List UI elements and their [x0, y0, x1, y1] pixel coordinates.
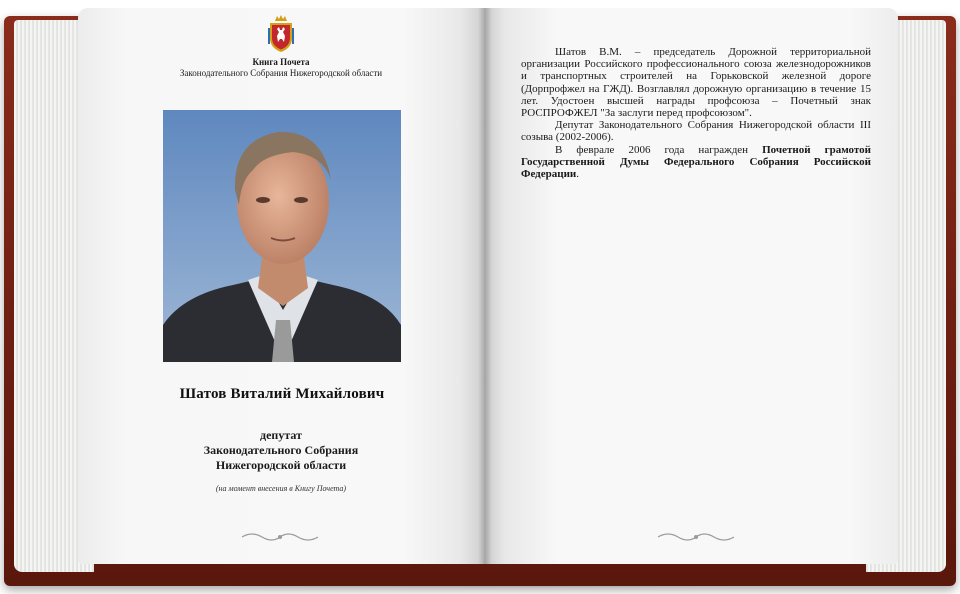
position-line-2: Законодательного Собрания [203, 443, 359, 457]
bio-p3-end: . [576, 168, 580, 181]
bio-paragraph-3 [521, 144, 871, 181]
coat-of-arms-icon [266, 14, 296, 54]
page-ornament-right [656, 530, 736, 544]
bio-p3-text: В феврале 2006 года награжден [555, 143, 763, 156]
position-line-3: Нижегородской области [215, 458, 347, 472]
award-name: Почетной грамотой Государственной Думы Федерального Собрания Российской Федерации [521, 143, 871, 181]
person-name: Шатов Виталий Михайлович [179, 386, 385, 402]
book-gutter [478, 8, 492, 564]
book-title: Книга Почета [252, 57, 310, 67]
position-line-1: депутат [260, 428, 302, 442]
biography-text [521, 46, 871, 180]
bio-paragraph-1: Шатов В.М. – председатель Дорожной территориальной организации Российского профессионального союза железнодорожников и транспортных строителей на Горьковской железной дороге (Дорпрофжел на ГЖД). Возглавлял дорожную организацию в течение 15 лет. Удостоен высшей награды профсоюза – Почетный знак РОСПРОФЖЕЛ "За заслуги перед профсоюзом". [521, 46, 871, 120]
book-subtitle: Законодательного Собрания Нижегородской области [179, 68, 383, 78]
entry-note: (на момент внесения в Книгу Почета) [215, 484, 347, 493]
bio-paragraph-2: Депутат Законодательного Собрания Нижегородской области III созыва (2002-2006). [521, 119, 871, 144]
portrait-photo [163, 110, 401, 362]
person-position [150, 428, 412, 473]
page-ornament-left [240, 530, 320, 544]
